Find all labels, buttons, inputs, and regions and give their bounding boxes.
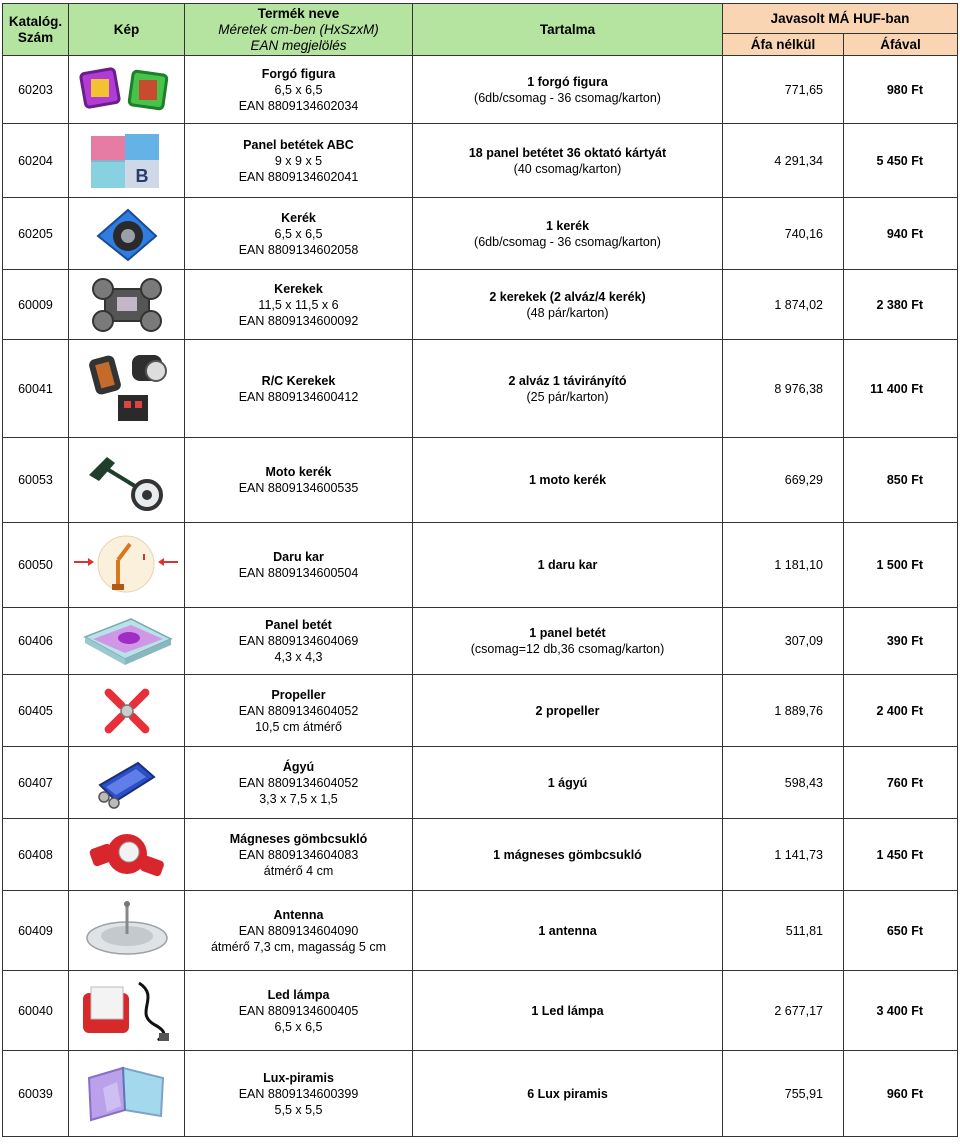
product-detail-line: EAN 8809134600092 [238, 313, 359, 328]
net-price: 1 889,76 [723, 675, 844, 747]
content-main: 1 kerék [545, 218, 590, 233]
content-cell [413, 971, 723, 1051]
product-detail-line: EAN 8809134602041 [238, 169, 359, 184]
net-price: 8 976,38 [723, 340, 844, 438]
net-price: 1 141,73 [723, 819, 844, 891]
catalog-number: 60407 [3, 747, 69, 819]
content-main: 1 ágyú [547, 775, 588, 790]
net-price: 307,09 [723, 608, 844, 675]
content-packaging: (csomag=12 db,36 csomag/karton) [470, 642, 665, 656]
product-name-cell [185, 198, 413, 270]
net-price: 755,91 [723, 1051, 844, 1137]
product-detail-line: 6,5 x 6,5 [274, 1019, 323, 1034]
table-row [3, 971, 958, 1051]
product-image [69, 438, 185, 523]
content-cell [413, 819, 723, 891]
content-main: 1 panel betét [529, 626, 606, 640]
content-main: 1 moto kerék [528, 473, 607, 487]
table-row [3, 198, 958, 270]
catalog-number: 60406 [3, 608, 69, 675]
product-detail-line: 9 x 9 x 5 [274, 153, 323, 168]
forgo-figura-icon [71, 65, 182, 115]
product-name: Moto kerék [265, 465, 332, 479]
product-name: Propeller [271, 687, 326, 702]
panel-abc-icon [71, 130, 182, 192]
product-name: Kerék [281, 210, 316, 225]
table-row [3, 891, 958, 971]
product-name: Panel betétek ABC [243, 137, 354, 152]
content-main: 1 forgó figura [527, 74, 608, 89]
product-image [69, 971, 185, 1051]
content-cell [413, 523, 723, 608]
kerekek-icon [71, 275, 182, 335]
product-image [69, 198, 185, 270]
product-name: Led lámpa [267, 987, 330, 1002]
product-name-cell [185, 747, 413, 819]
product-detail-line: EAN 8809134604052 [238, 703, 359, 718]
content-cell [413, 747, 723, 819]
product-detail-line: EAN 8809134600405 [238, 1003, 359, 1018]
content-cell [413, 438, 723, 523]
content-main: 2 propeller [535, 703, 600, 718]
gross-price: 850 Ft [844, 438, 958, 523]
product-detail-line: 10,5 cm átmérő [255, 719, 342, 734]
header-image: Kép [69, 4, 185, 56]
content-main: 1 antenna [538, 923, 597, 938]
gross-price: 3 400 Ft [844, 971, 958, 1051]
product-detail-line: 3,3 x 7,5 x 1,5 [259, 791, 338, 806]
product-detail-line: 6,5 x 6,5 [274, 226, 323, 241]
product-name: Daru kar [273, 550, 324, 564]
header-product-name: Termék neve Méretek cm-ben (HxSzxM) EAN megjelölés [185, 4, 413, 56]
product-detail-line: EAN 8809134600412 [238, 389, 359, 404]
gross-price: 980 Ft [844, 56, 958, 124]
product-detail-line: EAN 8809134604083 [238, 847, 359, 862]
product-image [69, 747, 185, 819]
product-name-cell [185, 438, 413, 523]
table-row [3, 1051, 958, 1137]
catalog-number: 60009 [3, 270, 69, 340]
header-catalog: Katalóg. Szám [3, 4, 69, 56]
table-row [3, 340, 958, 438]
product-name: Kerekek [274, 281, 323, 296]
catalog-number: 60053 [3, 438, 69, 523]
content-packaging: (6db/csomag - 36 csomag/karton) [474, 234, 661, 249]
content-cell [413, 891, 723, 971]
content-main: 1 Led lámpa [531, 1003, 604, 1018]
product-image [69, 56, 185, 124]
product-name-cell [185, 124, 413, 198]
content-cell [413, 56, 723, 124]
net-price: 511,81 [723, 891, 844, 971]
rc-kerekek-icon [71, 349, 182, 429]
product-image [69, 819, 185, 891]
product-image [69, 891, 185, 971]
product-table [2, 3, 958, 1137]
product-image [69, 523, 185, 608]
content-packaging: (6db/csomag - 36 csomag/karton) [474, 90, 661, 105]
product-name: R/C Kerekek [261, 373, 336, 388]
product-detail-line: EAN 8809134600535 [238, 481, 359, 495]
content-cell [413, 340, 723, 438]
content-cell [413, 198, 723, 270]
product-detail-line: EAN 8809134600399 [238, 1086, 359, 1101]
product-image [69, 340, 185, 438]
product-name-cell [185, 675, 413, 747]
content-main: 2 alváz 1 távirányító [508, 373, 627, 388]
gross-price: 390 Ft [844, 608, 958, 675]
product-detail-line: átmérő 7,3 cm, magasság 5 cm [210, 939, 387, 954]
content-packaging: (25 pár/karton) [526, 389, 609, 404]
gross-price: 2 380 Ft [844, 270, 958, 340]
catalog-number: 60408 [3, 819, 69, 891]
product-name-cell [185, 891, 413, 971]
gross-price: 11 400 Ft [844, 340, 958, 438]
product-image [69, 1051, 185, 1137]
product-image [69, 608, 185, 675]
agyu-icon [71, 755, 182, 811]
product-image [69, 675, 185, 747]
product-detail-line: átmérő 4 cm [263, 863, 334, 878]
product-detail-line: 6,5 x 6,5 [274, 82, 323, 97]
led-lampa-icon [71, 977, 182, 1045]
content-main: 2 kerekek (2 alváz/4 kerék) [489, 289, 646, 304]
table-row [3, 124, 958, 198]
gross-price: 1 500 Ft [844, 523, 958, 608]
content-main: 6 Lux piramis [527, 1086, 608, 1101]
catalog-number: 60041 [3, 340, 69, 438]
content-packaging: (40 csomag/karton) [513, 161, 622, 176]
gross-price: 760 Ft [844, 747, 958, 819]
product-name-cell [185, 819, 413, 891]
moto-kerek-icon [71, 447, 182, 513]
product-name: Antenna [273, 907, 324, 922]
net-price: 598,43 [723, 747, 844, 819]
product-name-cell [185, 523, 413, 608]
table-row [3, 819, 958, 891]
table-row [3, 675, 958, 747]
product-name: Forgó figura [261, 66, 336, 81]
product-name-cell [185, 270, 413, 340]
table-row [3, 56, 958, 124]
net-price: 1 181,10 [723, 523, 844, 608]
net-price: 4 291,34 [723, 124, 844, 198]
net-price: 740,16 [723, 198, 844, 270]
catalog-number: 60204 [3, 124, 69, 198]
product-name-cell [185, 608, 413, 675]
content-cell [413, 1051, 723, 1137]
product-name-cell [185, 971, 413, 1051]
catalog-number: 60050 [3, 523, 69, 608]
product-detail-line: EAN 8809134604069 [238, 634, 359, 648]
content-main: 18 panel betétet 36 oktató kártyát [468, 145, 667, 160]
antenna-icon [71, 898, 182, 964]
product-detail-line: 11,5 x 11,5 x 6 [258, 297, 339, 312]
content-cell [413, 675, 723, 747]
product-detail-line: EAN 8809134604052 [238, 775, 359, 790]
kerek-icon [71, 206, 182, 262]
product-name: Ágyú [282, 759, 315, 774]
gross-price: 650 Ft [844, 891, 958, 971]
table-row [3, 270, 958, 340]
product-detail-line: 5,5 x 5,5 [274, 1102, 323, 1117]
product-name: Mágneses gömbcsukló [229, 831, 368, 846]
header-gross-price: Áfával [844, 34, 958, 56]
gross-price: 5 450 Ft [844, 124, 958, 198]
table-row [3, 608, 958, 675]
catalog-number: 60405 [3, 675, 69, 747]
product-detail-line: EAN 8809134602034 [238, 98, 359, 113]
table-row [3, 523, 958, 608]
net-price: 669,29 [723, 438, 844, 523]
product-name: Panel betét [265, 618, 332, 632]
product-name-cell [185, 340, 413, 438]
header-net-price: Áfa nélkül [723, 34, 844, 56]
product-name-cell [185, 56, 413, 124]
product-image [69, 270, 185, 340]
gross-price: 960 Ft [844, 1051, 958, 1137]
propeller-icon [71, 680, 182, 742]
catalog-number: 60205 [3, 198, 69, 270]
net-price: 1 874,02 [723, 270, 844, 340]
svg-text:B: B [135, 165, 148, 186]
content-cell [413, 270, 723, 340]
product-detail-line: EAN 8809134600504 [238, 566, 359, 580]
catalog-number: 60409 [3, 891, 69, 971]
gross-price: 2 400 Ft [844, 675, 958, 747]
product-name-cell [185, 1051, 413, 1137]
content-cell [413, 608, 723, 675]
content-packaging: (48 pár/karton) [526, 305, 609, 320]
catalog-number: 60039 [3, 1051, 69, 1137]
product-image [69, 124, 185, 198]
gross-price: 940 Ft [844, 198, 958, 270]
header-content: Tartalma [413, 4, 723, 56]
product-detail-line: 4,3 x 4,3 [274, 650, 323, 664]
net-price: 2 677,17 [723, 971, 844, 1051]
daru-kar-icon [71, 534, 182, 596]
product-detail-line: EAN 8809134602058 [238, 242, 359, 257]
gross-price: 1 450 Ft [844, 819, 958, 891]
net-price: 771,65 [723, 56, 844, 124]
content-main: 1 mágneses gömbcsukló [493, 847, 642, 862]
catalog-number: 60203 [3, 56, 69, 124]
content-main: 1 daru kar [537, 558, 598, 572]
product-name: Lux-piramis [263, 1070, 334, 1085]
product-detail-line: EAN 8809134604090 [238, 923, 359, 938]
lux-piramis-icon [71, 1058, 182, 1130]
panel-betet-icon [71, 613, 182, 669]
table-row [3, 747, 958, 819]
gombcsuklo-icon [71, 824, 182, 886]
table-row [3, 438, 958, 523]
content-cell [413, 124, 723, 198]
catalog-number: 60040 [3, 971, 69, 1051]
header-price-group: Javasolt MÁ HUF-ban [723, 4, 958, 34]
